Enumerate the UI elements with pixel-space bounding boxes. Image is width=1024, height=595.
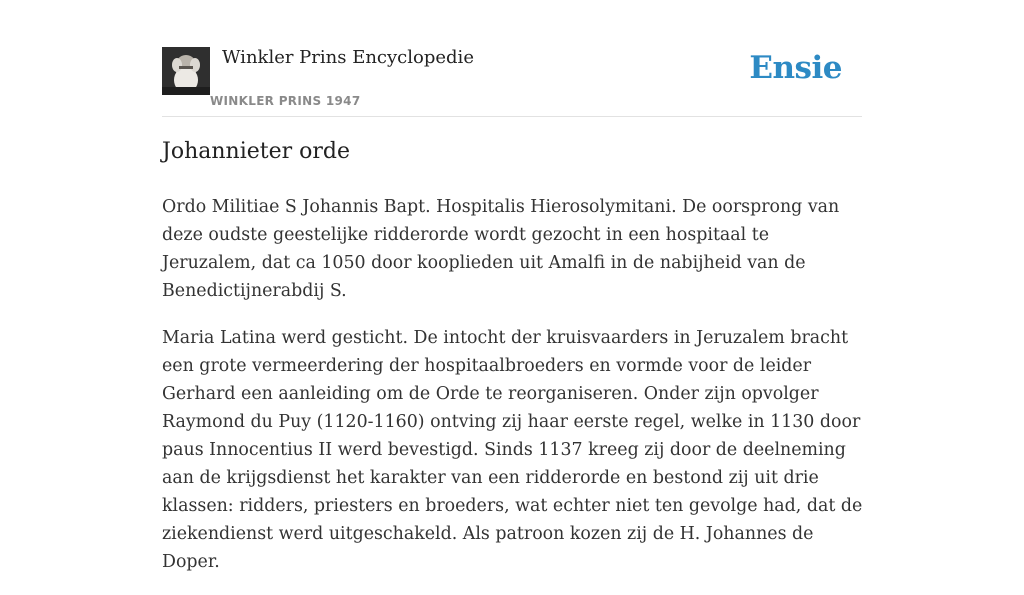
site-name-link[interactable]: Winkler Prins Encyclopedie [222, 47, 474, 68]
article-paragraph: Maria Latina werd gesticht. De intocht der kruisvaarders in Jeruzalem bracht een grote vermeerdering der hospitaalbroeders en vormde voor de leider Gerhard een aanleiding om de Orde te reorganiseren. Onder zijn opvolger Raymond du Puy (1120-1160) ontving zij haar eerste regel, welke in 1130 door paus Innocentius II werd bevestigd. Sinds 1137 kreeg zij door de deelneming aan de krijgsdienst het karakter van een ridderorde en bestond zij uit drie klassen: ridders, priesters en broeders, wat echter niet ten gevolge had, dat de ziekendienst werd uitgeschakeld. Als patroon kozen zij de H. Johannes de Doper. [162, 328, 863, 572]
article-paragraph: Ordo Militiae S Johannis Bapt. Hospitalis Hierosolymitani. De oorsprong van deze oudste geestelijke ridderorde wordt gezocht in een hospitaal te Jeruzalem, dat ca 1050 door kooplieden uit Amalfi in de nabijheid van de Benedictijnerabdij S. [162, 197, 840, 301]
page-header [162, 0, 862, 117]
portrait-avatar[interactable] [162, 47, 210, 95]
article-title: Johannieter orde [162, 139, 350, 164]
brand-logo[interactable]: Ensie [749, 50, 842, 86]
article-body [162, 193, 866, 595]
source-label: WINKLER PRINS 1947 [210, 94, 361, 108]
portrait-icon [162, 47, 210, 95]
